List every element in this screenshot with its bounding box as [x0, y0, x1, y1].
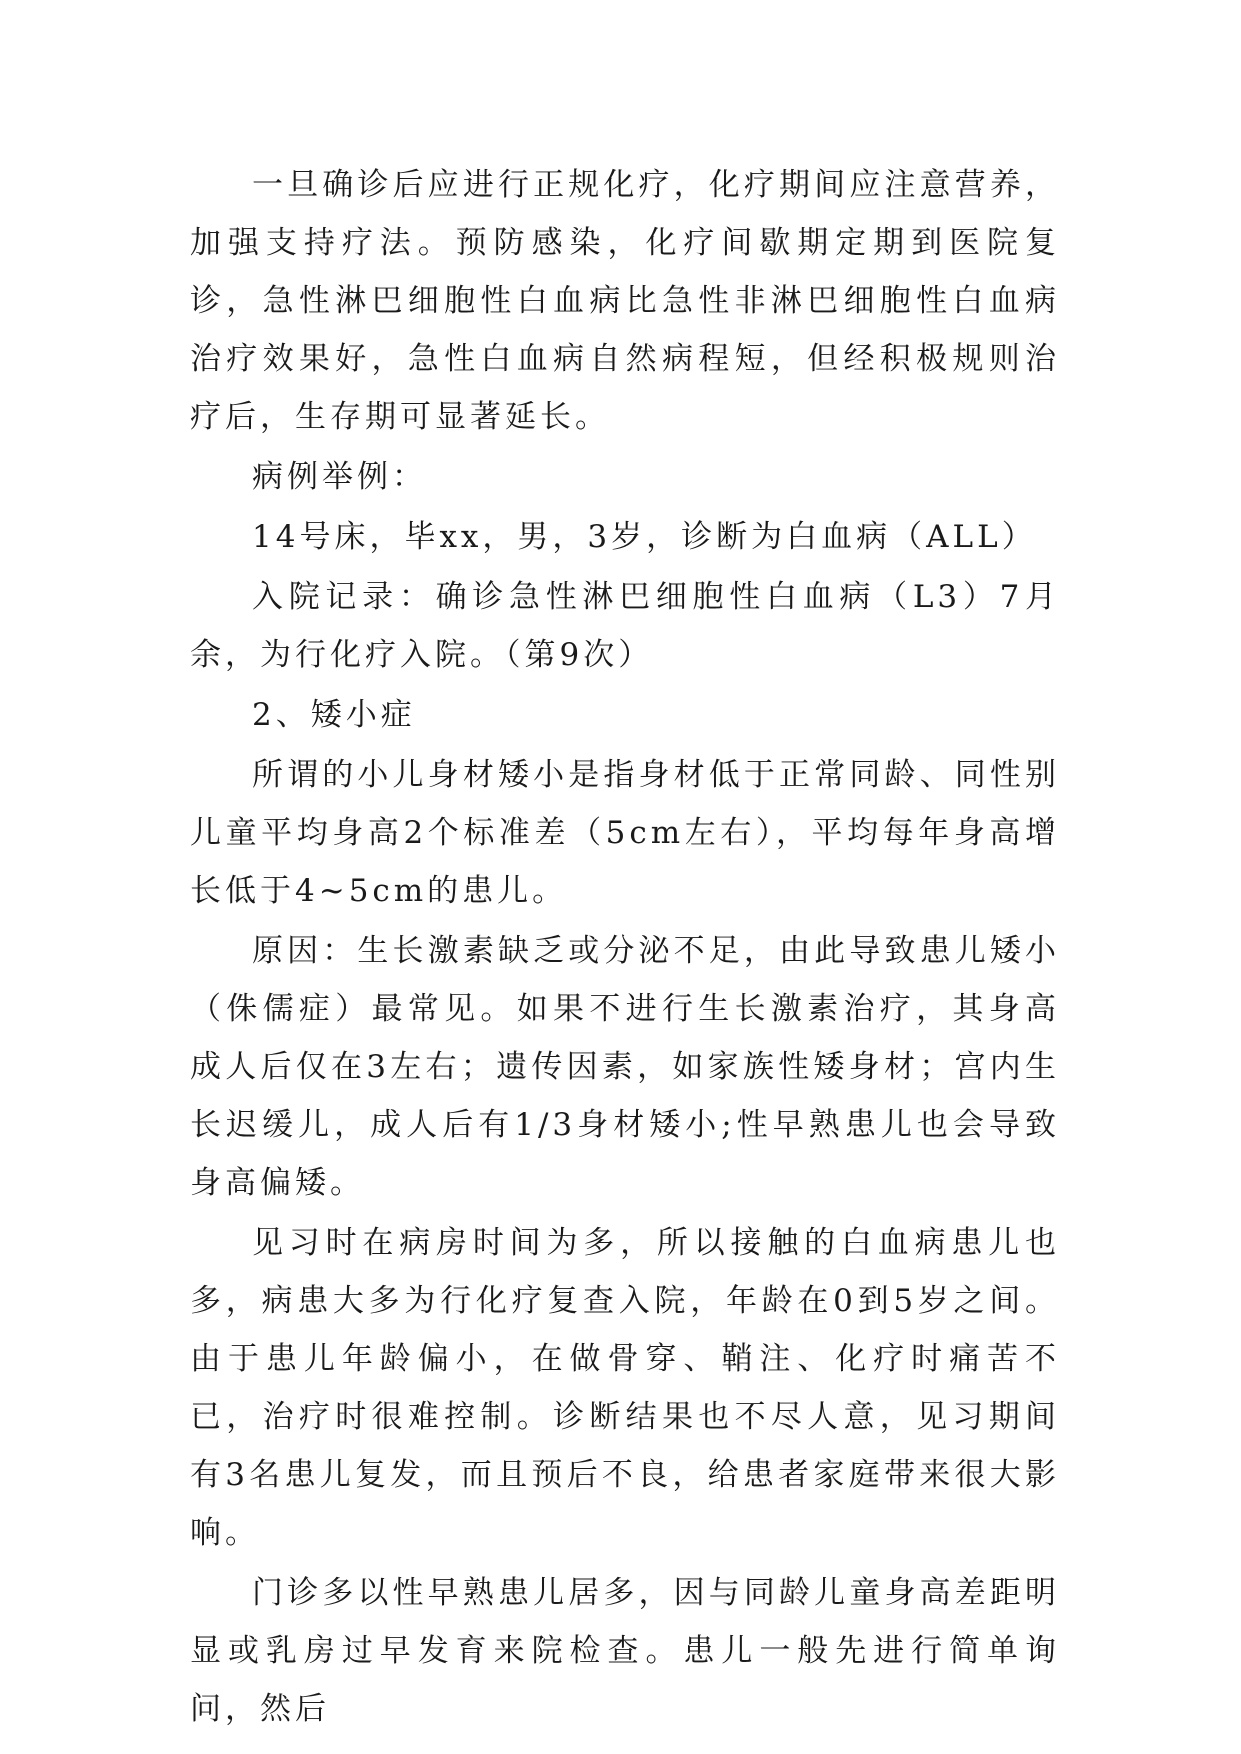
- section-heading-short-stature: 2、矮小症: [252, 697, 416, 733]
- paragraph-admission-record: 入院记录：确诊急性淋巴细胞性白血病（L3）7月余，为行化疗入院。（第9次）: [190, 579, 1060, 673]
- paragraph-causes: 原因：生长激素缺乏或分泌不足，由此导致患儿矮小（侏儒症）最常见。如果不进行生长激素治疗，其身高成人后仅在3左右；遗传因素，如家族性矮身材；宫内生长迟缓儿，成人后有1/3身材矮小;性早熟患儿也会导致身高偏矮。: [190, 933, 1060, 1201]
- document-body: [190, 156, 1060, 1738]
- paragraph-short-stature-definition: 所谓的小儿身材矮小是指身材低于正常同龄、同性别儿童平均身高2个标准差（5cm左右），平均每年身高增长低于4~5cm的患儿。: [190, 757, 1060, 909]
- paragraph-case-patient: 14号床，毕xx，男，3岁，诊断为白血病（ALL）: [252, 519, 1037, 555]
- paragraph-treatment: 一旦确诊后应进行正规化疗，化疗期间应注意营养，加强支持疗法。预防感染，化疗间歇期定期到医院复诊，急性淋巴细胞性白血病比急性非淋巴细胞性白血病治疗效果好，急性白血病自然病程短，但经积极规则治疗后，生存期可显著延长。: [190, 167, 1060, 435]
- paragraph-ward-experience: 见习时在病房时间为多，所以接触的白血病患儿也多，病患大多为行化疗复查入院，年龄在0到5岁之间。由于患儿年龄偏小，在做骨穿、鞘注、化疗时痛苦不已，治疗时很难控制。诊断结果也不尽人意，见习期间有3名患儿复发，而且预后不良，给患者家庭带来很大影响。: [190, 1225, 1060, 1551]
- paragraph-outpatient: 门诊多以性早熟患儿居多，因与同龄儿童身高差距明显或乳房过早发育来院检查。患儿一般先进行简单询问，然后: [190, 1575, 1060, 1727]
- paragraph-case-heading: 病例举例：: [252, 459, 427, 495]
